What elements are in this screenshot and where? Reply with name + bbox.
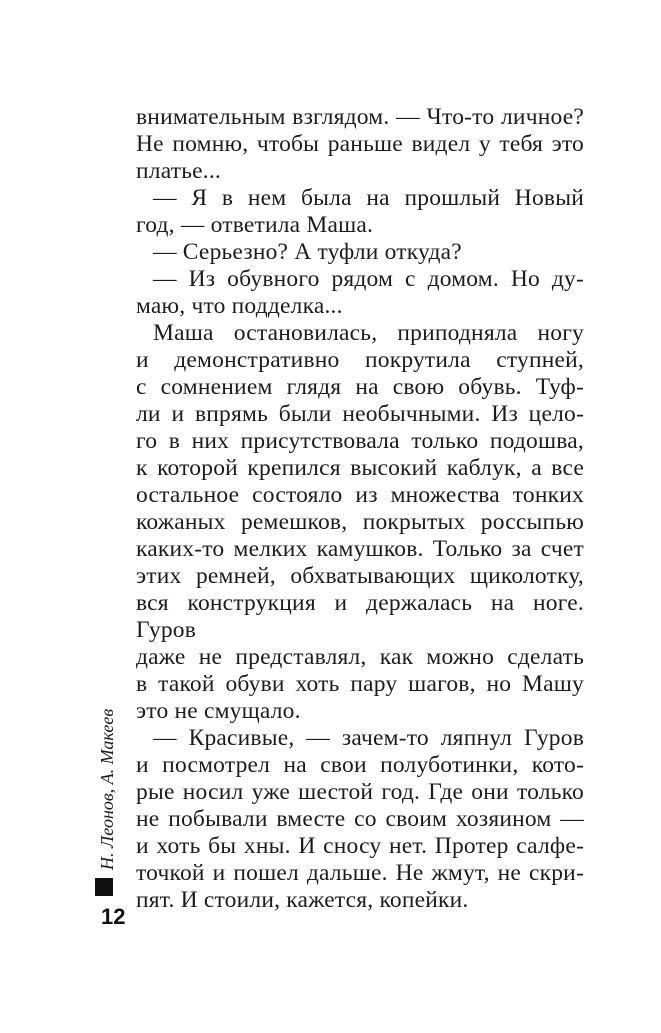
- text-line: не побывали вместе со своим хозяином —: [136, 806, 584, 832]
- page-number: 12: [101, 904, 126, 929]
- author-sidebar-vertical-text: Н. Леонов, А. Макеев: [97, 708, 117, 870]
- text-line: Маша остановилась, приподняла ногу: [153, 320, 584, 346]
- text-line: даже не представлял, как можно сделать: [136, 644, 584, 670]
- text-line: к которой крепился высокий каблук, а все: [136, 455, 584, 481]
- text-line: год, — ответила Маша.: [136, 212, 374, 238]
- text-line: и посмотрел на свои полуботинки, кото-: [136, 752, 584, 778]
- text-line: остальное состояло из множества тонких: [136, 482, 584, 508]
- text-line: и хоть бы хны. И сносу нет. Протер салфе-: [136, 833, 584, 859]
- text-line: — Серьезно? А туфли откуда?: [153, 239, 462, 265]
- text-line: это не смущало.: [136, 698, 301, 724]
- text-line: вся конструкция и держалась на ноге. Гуров: [136, 590, 584, 643]
- text-line: го в них присутствовала только подошва,: [136, 428, 584, 454]
- body-text: [136, 104, 584, 914]
- text-line: Не помню, чтобы раньше видел у тебя это: [136, 131, 584, 157]
- text-line: в такой обуви хоть пару шагов, но Машу: [136, 671, 584, 697]
- text-line: пят. И стоили, кажется, копейки.: [136, 887, 469, 913]
- text-line: ли и впрямь были необычными. Из цело-: [136, 401, 584, 427]
- text-line: внимательным взглядом. — Что-то личное?: [136, 104, 584, 130]
- text-line: — Красивые, — зачем-то ляпнул Гуров: [153, 725, 584, 751]
- text-line: каких-то мелких камушков. Только за счет: [136, 536, 584, 562]
- text-line: этих ремней, обхватывающих щиколотку,: [136, 563, 584, 589]
- text-line: — Я в нем была на прошлый Новый: [153, 185, 584, 211]
- text-line: и демонстративно покрутила ступней,: [136, 347, 584, 373]
- text-line: маю, что подделка...: [136, 293, 343, 319]
- section-marker-square: [95, 878, 113, 896]
- text-line: — Из обувного рядом с домом. Но ду-: [153, 266, 584, 292]
- text-line: с сомнением глядя на свою обувь. Туф-: [136, 374, 584, 400]
- text-line: платье...: [136, 158, 221, 184]
- text-line: точкой и пошел дальше. Не жмут, не скри-: [136, 860, 584, 886]
- text-line: рые носил уже шестой год. Где они только: [136, 779, 584, 805]
- text-line: кожаных ремешков, покрытых россыпью: [136, 509, 584, 535]
